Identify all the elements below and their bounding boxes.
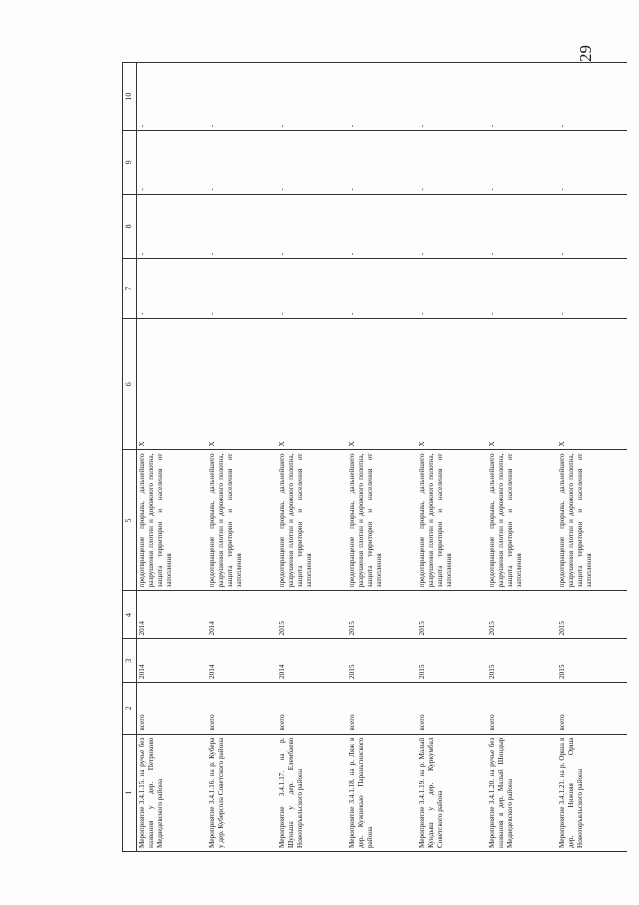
value-cell: - xyxy=(207,194,277,259)
table-row xyxy=(347,63,417,852)
column-header: 10 xyxy=(123,63,137,131)
column-header: 6 xyxy=(123,318,137,450)
mark-cell: Х xyxy=(347,318,417,450)
purpose-cell: предотвращение прорыва, дальнейшего разрушения плотин и дорожного полотна, защита территории и населения от затопления xyxy=(557,450,627,591)
end-year-cell: 2014 xyxy=(207,591,277,639)
table-row xyxy=(417,63,487,852)
mark-cell: Х xyxy=(557,318,627,450)
value-cell: - xyxy=(417,131,487,194)
value-cell: - xyxy=(277,194,347,259)
value-cell: - xyxy=(417,63,487,131)
value-cell: - xyxy=(347,131,417,194)
table-body xyxy=(137,63,628,852)
table-row xyxy=(557,63,627,852)
table-row xyxy=(207,63,277,852)
measure-cell: Мероприятие 3.4.1.19. на р. Малый Кундыш у дер. Куркумбал Советского района xyxy=(417,734,487,851)
start-year-cell: 2014 xyxy=(207,639,277,682)
purpose-cell: предотвращение прорыва, дальнейшего разрушения плотин и дорожного полотна, защита территории и населения от затопления xyxy=(207,450,277,591)
mark-cell: Х xyxy=(207,318,277,450)
scope-cell: всего xyxy=(137,682,208,734)
measures-table xyxy=(122,62,627,852)
purpose-cell: предотвращение прорыва, дальнейшего разрушения плотин и дорожного полотна, защита территории и населения от затопления xyxy=(347,450,417,591)
value-cell: - xyxy=(557,259,627,319)
scope-cell: всего xyxy=(347,682,417,734)
start-year-cell: 2015 xyxy=(417,639,487,682)
value-cell: - xyxy=(557,63,627,131)
rotated-table-wrapper xyxy=(122,62,627,852)
value-cell: - xyxy=(137,63,208,131)
end-year-cell: 2014 xyxy=(137,591,208,639)
value-cell: - xyxy=(487,259,557,319)
column-header: 2 xyxy=(123,682,137,734)
column-header: 1 xyxy=(123,734,137,851)
column-header: 3 xyxy=(123,639,137,682)
column-header: 5 xyxy=(123,450,137,591)
value-cell: - xyxy=(487,131,557,194)
scope-cell: всего xyxy=(557,682,627,734)
measure-cell: Мероприятие 3.4.1.20. на ручье без названия в дер. Малый Шиндыр Медведевского района xyxy=(487,734,557,851)
measure-cell: Мероприятие 3.4.1.16. на р. Кубера у дер. Куберсола Советского района xyxy=(207,734,277,851)
measure-cell: Мероприятие 3.4.1.18. на р. Ляж в дер. Кужнекью Параньгинского района xyxy=(347,734,417,851)
end-year-cell: 2015 xyxy=(557,591,627,639)
table-row xyxy=(137,63,208,852)
measure-cell: Мероприятие 3.4.1.15. на ручье без названия у дер. Петриково Медведевского района xyxy=(137,734,208,851)
measure-cell: Мероприятие 3.4.1.21. на р. Оршa в дер. Нижняя Оршa Новоторъяльского района xyxy=(557,734,627,851)
column-header: 7 xyxy=(123,259,137,319)
scope-cell: всего xyxy=(417,682,487,734)
measure-cell: Мероприятие 3.4.1.17. на р. Шуньша у дер. Елембаево Новоторъяльского района xyxy=(277,734,347,851)
value-cell: - xyxy=(557,194,627,259)
mark-cell: Х xyxy=(487,318,557,450)
value-cell: - xyxy=(137,194,208,259)
value-cell: - xyxy=(137,259,208,319)
value-cell: - xyxy=(207,131,277,194)
scope-cell: всего xyxy=(487,682,557,734)
start-year-cell: 2015 xyxy=(487,639,557,682)
value-cell: - xyxy=(487,194,557,259)
value-cell: - xyxy=(347,63,417,131)
end-year-cell: 2015 xyxy=(347,591,417,639)
value-cell: - xyxy=(207,259,277,319)
scope-cell: всего xyxy=(207,682,277,734)
table-header-row xyxy=(123,63,137,852)
mark-cell: Х xyxy=(137,318,208,450)
value-cell: - xyxy=(417,259,487,319)
purpose-cell: предотвращение прорыва, дальнейшего разрушения плотин и дорожного полотна, защита территории и населения от затопления xyxy=(137,450,208,591)
start-year-cell: 2014 xyxy=(137,639,208,682)
purpose-cell: предотвращение прорыва, дальнейшего разрушения плотин и дорожного полотна, защита территории и населения от затопления xyxy=(277,450,347,591)
start-year-cell: 2015 xyxy=(557,639,627,682)
value-cell: - xyxy=(557,131,627,194)
value-cell: - xyxy=(277,259,347,319)
mark-cell: Х xyxy=(277,318,347,450)
end-year-cell: 2015 xyxy=(487,591,557,639)
end-year-cell: 2015 xyxy=(277,591,347,639)
purpose-cell: предотвращение прорыва, дальнейшего разрушения плотин и дорожного полотна, защита территории и населения от затопления xyxy=(417,450,487,591)
value-cell: - xyxy=(277,63,347,131)
purpose-cell: предотвращение прорыва, дальнейшего разрушения плотин и дорожного полотна, защита территории и населения от затопления xyxy=(487,450,557,591)
value-cell: - xyxy=(487,63,557,131)
value-cell: - xyxy=(347,259,417,319)
value-cell: - xyxy=(347,194,417,259)
column-header: 4 xyxy=(123,591,137,639)
start-year-cell: 2014 xyxy=(277,639,347,682)
mark-cell: Х xyxy=(417,318,487,450)
end-year-cell: 2015 xyxy=(417,591,487,639)
value-cell: - xyxy=(417,194,487,259)
start-year-cell: 2015 xyxy=(347,639,417,682)
column-header: 8 xyxy=(123,194,137,259)
table-row xyxy=(277,63,347,852)
value-cell: - xyxy=(137,131,208,194)
table-row xyxy=(487,63,557,852)
column-header: 9 xyxy=(123,131,137,194)
value-cell: - xyxy=(207,63,277,131)
value-cell: - xyxy=(277,131,347,194)
page-number: 29 xyxy=(576,45,595,62)
scope-cell: всего xyxy=(277,682,347,734)
